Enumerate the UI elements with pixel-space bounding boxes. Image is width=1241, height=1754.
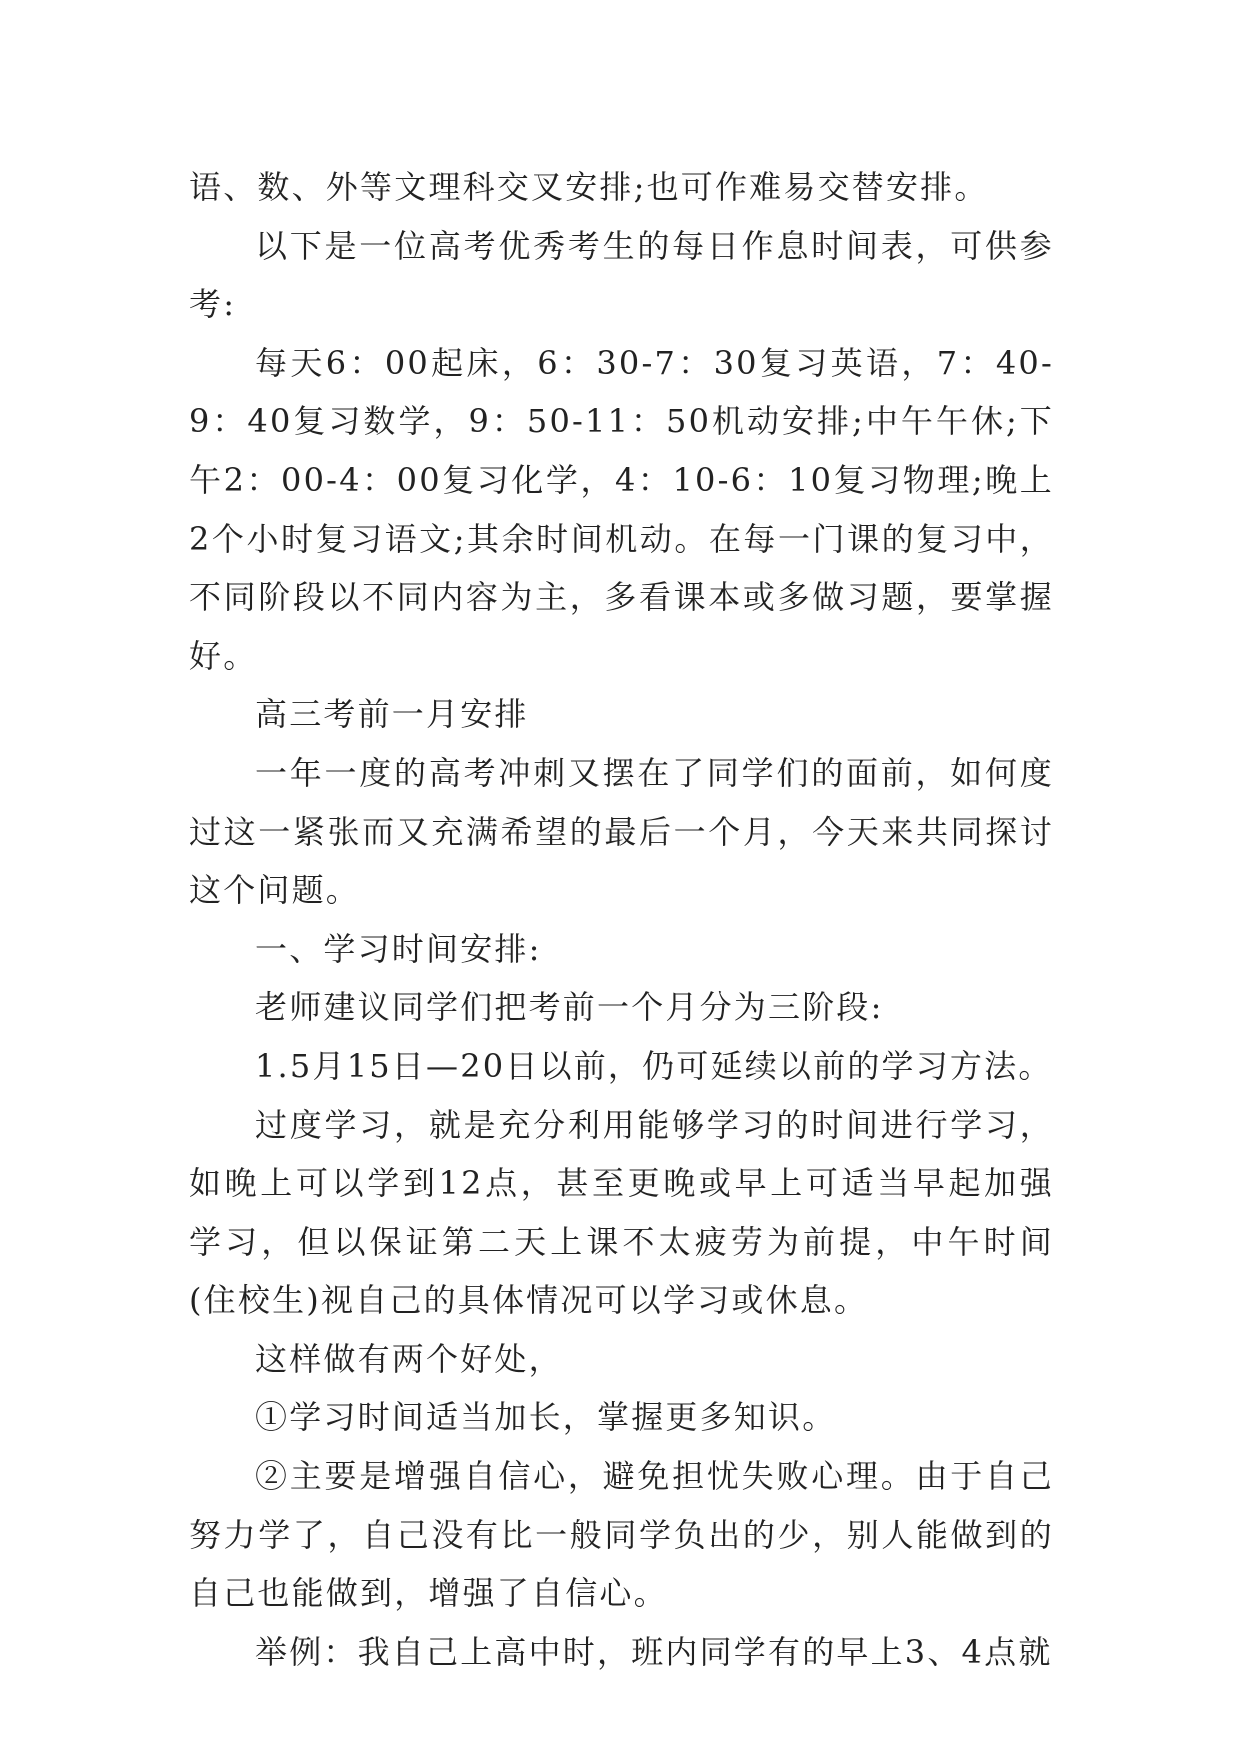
list-item: 1.5月15日—20日以前，仍可延续以前的学习方法。	[255, 1046, 1053, 1085]
paragraph: 这样做有两个好处，	[255, 1339, 563, 1378]
section-title: 高三考前一月安排	[255, 695, 529, 734]
paragraph: 一年一度的高考冲刺又摆在了同学们的面前，如何度过这一紧张而又充满希望的最后一个月，今天来共同探讨这个问题。	[189, 753, 1054, 910]
paragraph: 每天6：00起床，6：30-7：30复习英语，7：40-9：40复习数学，9：50-11：50机动安排;中午午休;下午2：00-4：00复习化学，4：10-6：10复习物理;晚上2个小时复习语文;其余时间机动。在每一门课的复习中，不同阶段以不同内容为主，多看课本或多做习题，要掌握好。	[189, 343, 1054, 675]
paragraph: 举例：我自己上高中时，班内同学有的早上3、4点就	[255, 1632, 1053, 1671]
document-body	[189, 158, 1054, 1681]
paragraph: 语、数、外等文理科交叉安排;也可作难易交替安排。	[189, 168, 989, 206]
paragraph: 老师建议同学们把考前一个月分为三阶段:	[255, 988, 884, 1027]
paragraph: 以下是一位高考优秀考生的每日作息时间表，可供参考:	[189, 226, 1054, 324]
paragraph: 过度学习，就是充分利用能够学习的时间进行学习，如晚上可以学到12点，甚至更晚或早上可适当早起加强学习，但以保证第二天上课不太疲劳为前提，中午时间(住校生)视自己的具体情况可以学习或休息。	[189, 1105, 1054, 1320]
list-item: ②主要是增强自信心，避免担忧失败心理。由于自己努力学了，自己没有比一般同学负出的少，别人能做到的自己也能做到，增强了自信心。	[189, 1457, 1054, 1613]
section-heading: 一、学习时间安排:	[255, 929, 542, 968]
list-item: ①学习时间适当加长，掌握更多知识。	[255, 1398, 837, 1437]
